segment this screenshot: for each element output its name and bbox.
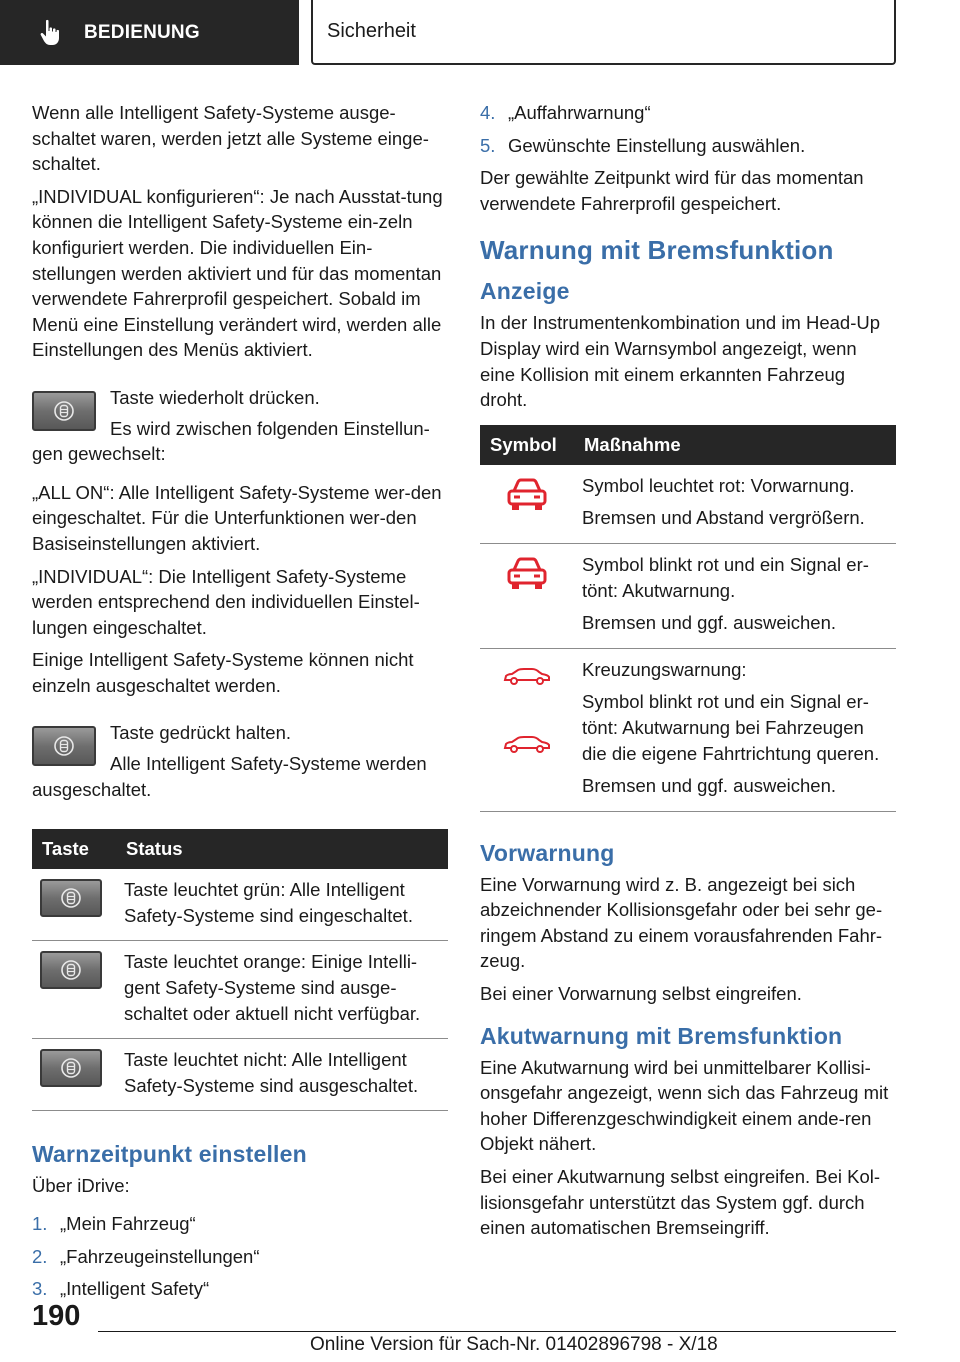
table-header-row <box>480 425 896 465</box>
safety-button-icon <box>40 951 102 989</box>
safety-button-icon <box>32 726 96 766</box>
paragraph: Der gewählte Zeitpunkt wird für das momentan verwendete Fahrerprofil gespeichert. <box>480 167 864 214</box>
instruction: Taste wiederholt drücken. <box>110 386 320 408</box>
section-title: BEDIENUNG <box>84 21 200 43</box>
paragraph: „INDIVIDUAL“: Die Intelligent Safety-Systeme werden entsprechend den individuellen Einstel-lungen eingeschaltet. <box>32 565 420 638</box>
safety-button-icon <box>32 391 96 431</box>
footer-divider <box>98 1331 896 1332</box>
table-row: Symbol blinkt rot und ein Signal er-tönt: Akutwarnung. Bremsen und ggf. ausweichen. <box>480 543 896 648</box>
press-repeat-block <box>32 385 448 472</box>
table-header-row <box>32 829 448 869</box>
car-side-warning-icon <box>502 667 552 687</box>
list-item: 2. „Fahrzeugeinstellungen“ <box>32 1245 260 1267</box>
left-column <box>32 100 448 1309</box>
table-row <box>32 1039 448 1111</box>
paragraph: Bei einer Akutwarnung selbst eingreifen. Bei Kol-lisionsgefahr unterstützt das System ggf. durch einen automatischen Bremseingriff. <box>480 1166 881 1239</box>
steps-list <box>480 100 896 158</box>
column-header: Symbol <box>480 425 574 465</box>
safety-button-icon <box>40 1049 102 1087</box>
list-item: 3. „Intelligent Safety“ <box>32 1278 210 1300</box>
status-cell: Taste leuchtet nicht: Alle Intelligent Safety-Systeme sind ausgeschaltet. <box>116 1039 448 1111</box>
list-item: 1. „Mein Fahrzeug“ <box>32 1213 196 1234</box>
car-side-warning-icon <box>502 735 552 755</box>
instruction-detail: Es wird zwischen folgenden Einstellun-gen gewechselt: <box>32 417 430 465</box>
section-heading: Warnung mit Bremsfunktion <box>480 235 834 266</box>
paragraph: Eine Akutwarnung wird bei unmittelbarer Kollisi-onsgefahr angezeigt, wenn sich das Fahrzeug mit hoher Differenzgeschwindigkeit einem ande-ren Objekt nähert. <box>480 1056 889 1155</box>
paragraph: „ALL ON“: Alle Intelligent Safety-Systeme wer-den eingeschaltet. Für die Unterfunktionen wer-den Basiseinstellungen aktiviert. <box>32 481 442 554</box>
list-item: 5. Gewünschte Einstellung auswählen. <box>480 134 806 156</box>
car-front-warning-icon <box>505 556 549 592</box>
paragraph: Wenn alle Intelligent Safety-Systeme ausge-schaltet waren, werden jetzt alle Systeme einge-schaltet. <box>32 102 429 175</box>
paragraph: „INDIVIDUAL konfigurieren“: Je nach Ausstat-tung können die Intelligent Safety-Systeme ein-zeln konfiguriert werden. Die individuellen Ein-stellungen werden aktiviert und für das momentan verwendete Fahrerprofil gespeichert. Sobald im Menü eine Einstellung verändert wird, werden alle Einstellungen des Menüs aktiviert. <box>32 185 443 361</box>
list-item: 4. „Auffahrwarnung“ <box>480 102 651 123</box>
hand-pointer-icon <box>38 18 62 48</box>
table-row <box>32 869 448 941</box>
symbol-table <box>480 425 896 812</box>
safety-button-icon <box>40 879 102 917</box>
status-cell: Taste leuchtet orange: Einige Intelli-gent Safety-Systeme sind ausge-schaltet oder aktuell nicht verfügbar. <box>116 941 448 1039</box>
chapter-tab <box>311 0 896 65</box>
section-heading: Warnzeitpunkt einstellen <box>32 1141 307 1168</box>
table-row <box>32 941 448 1039</box>
table-row: Kreuzungswarnung: Symbol blinkt rot und ein Signal er-tönt: Akutwarnung bei Fahrzeugen die die eigene Fahrtrichtung queren. Bremsen und ggf. ausweichen. <box>480 648 896 811</box>
paragraph: Über iDrive: <box>32 1175 130 1197</box>
paragraph: Eine Vorwarnung wird z. B. angezeigt bei sich abzeichnender Kollisionsgefahr oder bei sehr ge-ringem Abstand zu einem vorausfahrenden Fahr-zeug. <box>480 873 883 972</box>
chapter-title: Sicherheit <box>327 20 416 42</box>
steps-list <box>32 1211 448 1302</box>
car-front-warning-icon <box>505 477 549 513</box>
column-header: Taste <box>32 829 116 869</box>
instruction: Taste gedrückt halten. <box>110 722 291 744</box>
status-table <box>32 829 448 1111</box>
subsection-heading: Akutwarnung mit Bremsfunktion <box>480 1022 843 1049</box>
column-header: Status <box>116 829 448 869</box>
section-tab <box>0 0 299 65</box>
paragraph: Bei einer Vorwarnung selbst eingreifen. <box>480 983 802 1005</box>
table-row: Symbol leuchtet rot: Vorwarnung. Bremsen und Abstand vergrößern. <box>480 465 896 544</box>
paragraph: In der Instrumentenkombination und im Head-Up Display wird ein Warnsymbol angezeigt, wenn eine Kollision mit einem erkannten Fahrzeug droht. <box>480 312 881 411</box>
paragraph: Einige Intelligent Safety-Systeme können nicht einzeln ausgeschaltet werden. <box>32 649 414 696</box>
subsection-heading: Vorwarnung <box>480 839 615 866</box>
page-number: 190 <box>32 1300 81 1332</box>
column-header: Maßnahme <box>574 425 896 465</box>
footer-text: Online Version für Sach-Nr. 01402896798 - X/18 <box>310 1334 718 1355</box>
instruction-detail: Alle Intelligent Safety-Systeme werden ausgeschaltet. <box>32 753 427 800</box>
status-cell: Taste leuchtet grün: Alle Intelligent Safety-Systeme sind eingeschaltet. <box>116 869 448 941</box>
subsection-heading: Anzeige <box>480 278 570 305</box>
right-column <box>480 100 896 1248</box>
press-hold-block <box>32 720 448 807</box>
